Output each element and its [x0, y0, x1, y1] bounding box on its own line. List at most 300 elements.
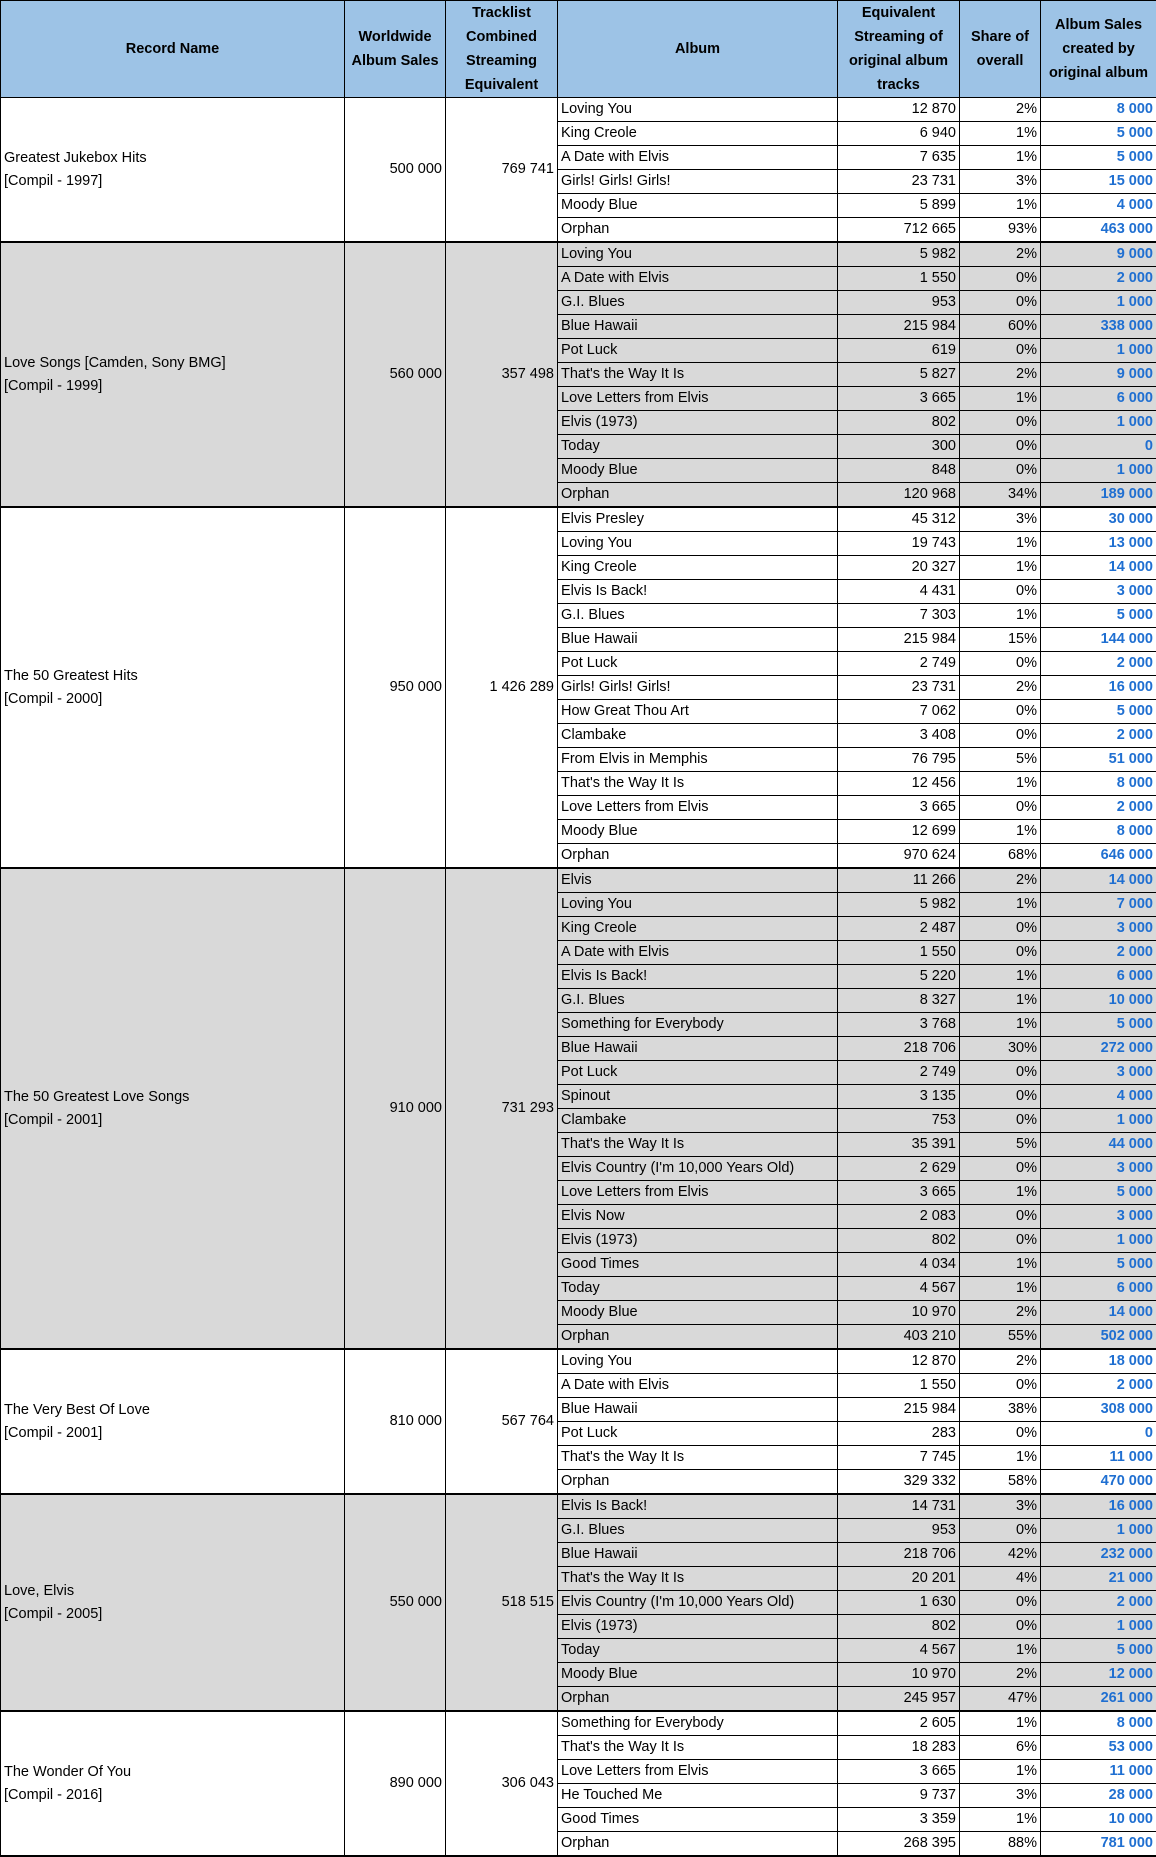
record-title: Greatest Jukebox Hits: [4, 149, 147, 166]
streaming-cell: 953: [838, 1519, 960, 1543]
share-cell: 0%: [960, 941, 1041, 965]
share-cell: 60%: [960, 315, 1041, 339]
album-sales-cell: 14 000: [1041, 556, 1156, 580]
share-cell: 0%: [960, 1591, 1041, 1615]
album-sales-cell: 30 000: [1041, 507, 1156, 532]
album-sales-cell: 1 000: [1041, 1229, 1156, 1253]
album-sales-cell: 646 000: [1041, 844, 1156, 869]
share-cell: 1%: [960, 820, 1041, 844]
album-sales-cell: 6 000: [1041, 1277, 1156, 1301]
record-group: [1, 1349, 1156, 1494]
album-cell: Elvis Now: [558, 1205, 838, 1229]
album-cell: A Date with Elvis: [558, 267, 838, 291]
record-compil-year: [Compil - 1999]: [4, 377, 103, 394]
record-name-cell: [1, 98, 345, 243]
album-sales-cell: 53 000: [1041, 1736, 1156, 1760]
streaming-cell: 9 737: [838, 1784, 960, 1808]
streaming-cell: 5 899: [838, 194, 960, 218]
streaming-cell: 5 827: [838, 363, 960, 387]
album-sales-cell: 1 000: [1041, 339, 1156, 363]
share-cell: 0%: [960, 1374, 1041, 1398]
album-sales-cell: 2 000: [1041, 724, 1156, 748]
album-cell: Loving You: [558, 893, 838, 917]
album-sales-cell: 10 000: [1041, 989, 1156, 1013]
album-sales-cell: 6 000: [1041, 965, 1156, 989]
tracklist-cse-cell: 731 293: [446, 868, 558, 1349]
streaming-cell: 5 220: [838, 965, 960, 989]
album-sales-cell: 9 000: [1041, 242, 1156, 267]
album-cell: Today: [558, 435, 838, 459]
streaming-cell: 802: [838, 411, 960, 435]
streaming-cell: 3 665: [838, 796, 960, 820]
header-share: Share of overall: [960, 1, 1041, 98]
album-sales-cell: 8 000: [1041, 772, 1156, 796]
album-cell: Clambake: [558, 724, 838, 748]
worldwide-sales-cell: 890 000: [345, 1711, 446, 1856]
album-sales-cell: 8 000: [1041, 1711, 1156, 1736]
streaming-cell: 20 201: [838, 1567, 960, 1591]
album-cell: Pot Luck: [558, 1061, 838, 1085]
streaming-cell: 2 629: [838, 1157, 960, 1181]
album-sales-cell: 5 000: [1041, 1639, 1156, 1663]
album-cell: That's the Way It Is: [558, 1446, 838, 1470]
album-cell: Love Letters from Elvis: [558, 1760, 838, 1784]
record-title: The Very Best Of Love: [4, 1401, 150, 1418]
share-cell: 0%: [960, 1519, 1041, 1543]
share-cell: 5%: [960, 1133, 1041, 1157]
album-sales-cell: 3 000: [1041, 1157, 1156, 1181]
share-cell: 38%: [960, 1398, 1041, 1422]
record-title: Love, Elvis: [4, 1582, 75, 1599]
streaming-cell: 802: [838, 1615, 960, 1639]
table-row: [1, 868, 1156, 893]
album-cell: Pot Luck: [558, 339, 838, 363]
header-tracklist-cse: Tracklist Combined Streaming Equivalent: [446, 1, 558, 98]
album-cell: From Elvis in Memphis: [558, 748, 838, 772]
share-cell: 2%: [960, 1663, 1041, 1687]
album-sales-cell: 9 000: [1041, 363, 1156, 387]
record-name-cell: [1, 1349, 345, 1494]
album-cell: Blue Hawaii: [558, 1543, 838, 1567]
album-sales-cell: 15 000: [1041, 170, 1156, 194]
streaming-cell: 14 731: [838, 1494, 960, 1519]
album-sales-cell: 4 000: [1041, 194, 1156, 218]
album-sales-cell: 0: [1041, 1422, 1156, 1446]
share-cell: 0%: [960, 1422, 1041, 1446]
album-sales-cell: 16 000: [1041, 676, 1156, 700]
share-cell: 2%: [960, 363, 1041, 387]
tracklist-cse-cell: 1 426 289: [446, 507, 558, 868]
album-cell: King Creole: [558, 917, 838, 941]
album-cell: G.I. Blues: [558, 1519, 838, 1543]
streaming-cell: 403 210: [838, 1325, 960, 1350]
header-worldwide-sales: Worldwide Album Sales: [345, 1, 446, 98]
album-cell: Today: [558, 1639, 838, 1663]
share-cell: 68%: [960, 844, 1041, 869]
streaming-cell: 3 665: [838, 387, 960, 411]
album-cell: That's the Way It Is: [558, 1736, 838, 1760]
streaming-cell: 268 395: [838, 1832, 960, 1857]
album-cell: Loving You: [558, 98, 838, 122]
album-cell: Elvis Is Back!: [558, 965, 838, 989]
table-row: [1, 1494, 1156, 1519]
album-sales-cell: 13 000: [1041, 532, 1156, 556]
share-cell: 1%: [960, 1446, 1041, 1470]
share-cell: 2%: [960, 242, 1041, 267]
share-cell: 0%: [960, 267, 1041, 291]
streaming-cell: 3 665: [838, 1760, 960, 1784]
album-sales-cell: 0: [1041, 435, 1156, 459]
record-name-cell: [1, 242, 345, 507]
streaming-cell: 245 957: [838, 1687, 960, 1712]
album-cell: Pot Luck: [558, 1422, 838, 1446]
streaming-cell: 6 940: [838, 122, 960, 146]
album-sales-cell: 338 000: [1041, 315, 1156, 339]
streaming-cell: 4 567: [838, 1277, 960, 1301]
album-cell: G.I. Blues: [558, 291, 838, 315]
streaming-cell: 3 665: [838, 1181, 960, 1205]
streaming-cell: 215 984: [838, 315, 960, 339]
record-name-cell: [1, 1494, 345, 1711]
album-sales-cell: 3 000: [1041, 917, 1156, 941]
record-title: The 50 Greatest Hits: [4, 667, 138, 684]
share-cell: 0%: [960, 724, 1041, 748]
table-row: [1, 98, 1156, 122]
album-sales-cell: 11 000: [1041, 1760, 1156, 1784]
tracklist-cse-cell: 518 515: [446, 1494, 558, 1711]
album-sales-cell: 144 000: [1041, 628, 1156, 652]
streaming-cell: 7 062: [838, 700, 960, 724]
album-sales-cell: 3 000: [1041, 1061, 1156, 1085]
streaming-cell: 753: [838, 1109, 960, 1133]
streaming-cell: 2 749: [838, 1061, 960, 1085]
album-sales-cell: 11 000: [1041, 1446, 1156, 1470]
album-sales-cell: 1 000: [1041, 459, 1156, 483]
share-cell: 47%: [960, 1687, 1041, 1712]
album-cell: King Creole: [558, 556, 838, 580]
album-cell: Elvis Presley: [558, 507, 838, 532]
header-album: Album: [558, 1, 838, 98]
album-sales-cell: 781 000: [1041, 1832, 1156, 1857]
streaming-cell: 1 630: [838, 1591, 960, 1615]
streaming-cell: 2 487: [838, 917, 960, 941]
streaming-cell: 10 970: [838, 1663, 960, 1687]
share-cell: 0%: [960, 652, 1041, 676]
streaming-cell: 7 635: [838, 146, 960, 170]
share-cell: 1%: [960, 1711, 1041, 1736]
share-cell: 0%: [960, 435, 1041, 459]
share-cell: 0%: [960, 411, 1041, 435]
album-cell: Moody Blue: [558, 459, 838, 483]
album-cell: Blue Hawaii: [558, 628, 838, 652]
record-compil-year: [Compil - 2016]: [4, 1786, 103, 1803]
share-cell: 3%: [960, 1494, 1041, 1519]
streaming-cell: 300: [838, 435, 960, 459]
album-sales-cell: 463 000: [1041, 218, 1156, 243]
album-sales-cell: 2 000: [1041, 941, 1156, 965]
share-cell: 2%: [960, 1349, 1041, 1374]
record-title: The Wonder Of You: [4, 1763, 132, 1780]
share-cell: 1%: [960, 893, 1041, 917]
streaming-cell: 3 135: [838, 1085, 960, 1109]
share-cell: 1%: [960, 1181, 1041, 1205]
share-cell: 1%: [960, 1639, 1041, 1663]
share-cell: 2%: [960, 1301, 1041, 1325]
album-sales-cell: 4 000: [1041, 1085, 1156, 1109]
album-sales-cell: 232 000: [1041, 1543, 1156, 1567]
album-cell: Good Times: [558, 1808, 838, 1832]
album-sales-cell: 18 000: [1041, 1349, 1156, 1374]
album-sales-cell: 7 000: [1041, 893, 1156, 917]
share-cell: 1%: [960, 122, 1041, 146]
table-row: [1, 242, 1156, 267]
worldwide-sales-cell: 560 000: [345, 242, 446, 507]
record-group: [1, 242, 1156, 507]
album-cell: Love Letters from Elvis: [558, 387, 838, 411]
share-cell: 1%: [960, 532, 1041, 556]
album-cell: A Date with Elvis: [558, 146, 838, 170]
share-cell: 0%: [960, 700, 1041, 724]
album-sales-cell: 8 000: [1041, 98, 1156, 122]
album-sales-cell: 261 000: [1041, 1687, 1156, 1712]
record-title: The 50 Greatest Love Songs: [4, 1088, 190, 1105]
streaming-cell: 12 870: [838, 1349, 960, 1374]
tracklist-cse-cell: 567 764: [446, 1349, 558, 1494]
album-cell: Something for Everybody: [558, 1711, 838, 1736]
streaming-cell: 802: [838, 1229, 960, 1253]
album-cell: That's the Way It Is: [558, 363, 838, 387]
album-cell: He Touched Me: [558, 1784, 838, 1808]
streaming-cell: 18 283: [838, 1736, 960, 1760]
album-cell: Orphan: [558, 1832, 838, 1857]
streaming-cell: 12 870: [838, 98, 960, 122]
album-sales-cell: 2 000: [1041, 796, 1156, 820]
album-sales-cell: 21 000: [1041, 1567, 1156, 1591]
album-sales-cell: 51 000: [1041, 748, 1156, 772]
record-group: [1, 868, 1156, 1349]
share-cell: 42%: [960, 1543, 1041, 1567]
share-cell: 0%: [960, 291, 1041, 315]
share-cell: 0%: [960, 1205, 1041, 1229]
streaming-cell: 1 550: [838, 1374, 960, 1398]
album-cell: Good Times: [558, 1253, 838, 1277]
album-sales-cell: 16 000: [1041, 1494, 1156, 1519]
worldwide-sales-cell: 550 000: [345, 1494, 446, 1711]
record-name-cell: [1, 868, 345, 1349]
album-cell: Elvis: [558, 868, 838, 893]
share-cell: 0%: [960, 580, 1041, 604]
album-sales-cell: 3 000: [1041, 580, 1156, 604]
share-cell: 1%: [960, 604, 1041, 628]
record-group: [1, 1494, 1156, 1711]
album-sales-cell: 5 000: [1041, 122, 1156, 146]
streaming-cell: 12 699: [838, 820, 960, 844]
streaming-cell: 619: [838, 339, 960, 363]
share-cell: 1%: [960, 387, 1041, 411]
share-cell: 55%: [960, 1325, 1041, 1350]
album-cell: Elvis (1973): [558, 1229, 838, 1253]
streaming-cell: 329 332: [838, 1470, 960, 1495]
album-cell: Moody Blue: [558, 820, 838, 844]
album-cell: Loving You: [558, 242, 838, 267]
share-cell: 1%: [960, 556, 1041, 580]
album-cell: Love Letters from Elvis: [558, 796, 838, 820]
streaming-cell: 19 743: [838, 532, 960, 556]
album-cell: Orphan: [558, 218, 838, 243]
album-cell: King Creole: [558, 122, 838, 146]
record-compil-year: [Compil - 1997]: [4, 172, 103, 189]
share-cell: 0%: [960, 459, 1041, 483]
share-cell: 4%: [960, 1567, 1041, 1591]
header-record-name: Record Name: [1, 1, 345, 98]
record-group: [1, 98, 1156, 243]
album-sales-cell: 5 000: [1041, 700, 1156, 724]
album-cell: Moody Blue: [558, 194, 838, 218]
share-cell: 58%: [960, 1470, 1041, 1495]
album-cell: G.I. Blues: [558, 989, 838, 1013]
share-cell: 1%: [960, 989, 1041, 1013]
streaming-cell: 3 408: [838, 724, 960, 748]
record-compil-year: [Compil - 2000]: [4, 690, 103, 707]
share-cell: 0%: [960, 1615, 1041, 1639]
share-cell: 3%: [960, 507, 1041, 532]
streaming-cell: 712 665: [838, 218, 960, 243]
album-cell: Orphan: [558, 1325, 838, 1350]
album-cell: That's the Way It Is: [558, 1133, 838, 1157]
share-cell: 3%: [960, 1784, 1041, 1808]
share-cell: 1%: [960, 1808, 1041, 1832]
tracklist-cse-cell: 357 498: [446, 242, 558, 507]
streaming-cell: 10 970: [838, 1301, 960, 1325]
album-cell: Elvis Is Back!: [558, 1494, 838, 1519]
album-sales-cell: 5 000: [1041, 1013, 1156, 1037]
share-cell: 0%: [960, 1085, 1041, 1109]
share-cell: 15%: [960, 628, 1041, 652]
streaming-cell: 8 327: [838, 989, 960, 1013]
streaming-cell: 4 567: [838, 1639, 960, 1663]
share-cell: 0%: [960, 796, 1041, 820]
tracklist-cse-cell: 769 741: [446, 98, 558, 243]
album-sales-cell: 2 000: [1041, 652, 1156, 676]
album-cell: Elvis Country (I'm 10,000 Years Old): [558, 1591, 838, 1615]
streaming-cell: 1 550: [838, 941, 960, 965]
album-cell: Moody Blue: [558, 1301, 838, 1325]
album-sales-cell: 189 000: [1041, 483, 1156, 508]
streaming-cell: 953: [838, 291, 960, 315]
table-row: [1, 1711, 1156, 1736]
album-sales-cell: 1 000: [1041, 291, 1156, 315]
album-cell: Blue Hawaii: [558, 315, 838, 339]
album-cell: Spinout: [558, 1085, 838, 1109]
album-cell: Pot Luck: [558, 652, 838, 676]
streaming-cell: 215 984: [838, 628, 960, 652]
share-cell: 0%: [960, 1061, 1041, 1085]
album-cell: Orphan: [558, 483, 838, 508]
album-cell: Elvis (1973): [558, 1615, 838, 1639]
share-cell: 0%: [960, 1157, 1041, 1181]
streaming-cell: 215 984: [838, 1398, 960, 1422]
streaming-cell: 218 706: [838, 1037, 960, 1061]
album-cell: Orphan: [558, 1470, 838, 1495]
album-cell: G.I. Blues: [558, 604, 838, 628]
album-cell: Clambake: [558, 1109, 838, 1133]
album-sales-cell: 3 000: [1041, 1205, 1156, 1229]
album-sales-cell: 14 000: [1041, 1301, 1156, 1325]
share-cell: 6%: [960, 1736, 1041, 1760]
tracklist-cse-cell: 306 043: [446, 1711, 558, 1856]
streaming-cell: 3 359: [838, 1808, 960, 1832]
album-sales-cell: 5 000: [1041, 1253, 1156, 1277]
streaming-cell: 35 391: [838, 1133, 960, 1157]
album-sales-cell: 1 000: [1041, 1109, 1156, 1133]
streaming-cell: 2 083: [838, 1205, 960, 1229]
header-equiv-streaming: Equivalent Streaming of original album tracks: [838, 1, 960, 98]
album-cell: Elvis (1973): [558, 411, 838, 435]
album-sales-cell: 10 000: [1041, 1808, 1156, 1832]
streaming-cell: 3 768: [838, 1013, 960, 1037]
streaming-cell: 76 795: [838, 748, 960, 772]
record-compil-year: [Compil - 2001]: [4, 1424, 103, 1441]
album-cell: Blue Hawaii: [558, 1398, 838, 1422]
album-sales-cell: 44 000: [1041, 1133, 1156, 1157]
album-cell: Loving You: [558, 1349, 838, 1374]
share-cell: 0%: [960, 1229, 1041, 1253]
streaming-cell: 2 749: [838, 652, 960, 676]
share-cell: 1%: [960, 1253, 1041, 1277]
record-group: [1, 1711, 1156, 1856]
album-sales-cell: 1 000: [1041, 1615, 1156, 1639]
album-cell: Elvis Country (I'm 10,000 Years Old): [558, 1157, 838, 1181]
album-cell: That's the Way It Is: [558, 772, 838, 796]
streaming-cell: 4 431: [838, 580, 960, 604]
share-cell: 2%: [960, 98, 1041, 122]
album-cell: Elvis Is Back!: [558, 580, 838, 604]
album-sales-cell: 12 000: [1041, 1663, 1156, 1687]
album-sales-cell: 470 000: [1041, 1470, 1156, 1495]
streaming-cell: 12 456: [838, 772, 960, 796]
album-cell: A Date with Elvis: [558, 941, 838, 965]
album-cell: Loving You: [558, 532, 838, 556]
album-sales-cell: 8 000: [1041, 820, 1156, 844]
album-cell: Girls! Girls! Girls!: [558, 170, 838, 194]
album-cell: Something for Everybody: [558, 1013, 838, 1037]
share-cell: 34%: [960, 483, 1041, 508]
record-group: [1, 507, 1156, 868]
album-cell: Blue Hawaii: [558, 1037, 838, 1061]
streaming-cell: 1 550: [838, 267, 960, 291]
streaming-cell: 5 982: [838, 242, 960, 267]
streaming-cell: 45 312: [838, 507, 960, 532]
share-cell: 1%: [960, 1277, 1041, 1301]
record-title: Love Songs [Camden, Sony BMG]: [4, 354, 226, 371]
header-album-sales: Album Sales created by original album: [1041, 1, 1156, 98]
worldwide-sales-cell: 910 000: [345, 868, 446, 1349]
album-sales-cell: 5 000: [1041, 146, 1156, 170]
album-cell: How Great Thou Art: [558, 700, 838, 724]
streaming-cell: 20 327: [838, 556, 960, 580]
streaming-cell: 23 731: [838, 676, 960, 700]
album-sales-cell: 6 000: [1041, 387, 1156, 411]
album-sales-cell: 2 000: [1041, 1374, 1156, 1398]
album-cell: Moody Blue: [558, 1663, 838, 1687]
share-cell: 1%: [960, 146, 1041, 170]
table-row: [1, 507, 1156, 532]
album-cell: Orphan: [558, 844, 838, 869]
share-cell: 3%: [960, 170, 1041, 194]
record-compil-year: [Compil - 2001]: [4, 1111, 103, 1128]
share-cell: 1%: [960, 965, 1041, 989]
streaming-cell: 848: [838, 459, 960, 483]
